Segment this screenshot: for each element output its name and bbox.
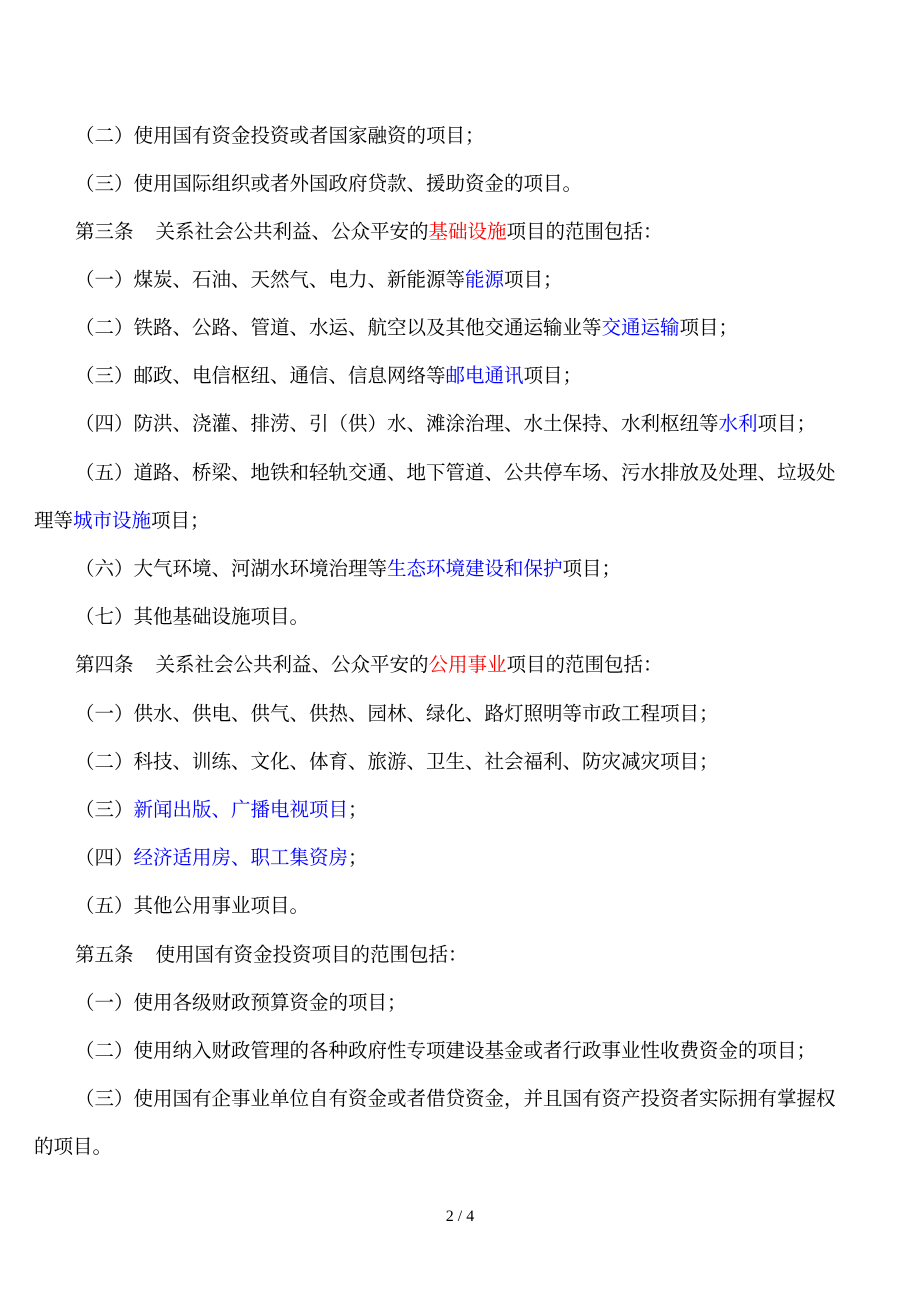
text-run: 项目；	[679, 316, 739, 339]
article-3-item-5-cont	[0, 508, 920, 534]
article-number: 第四条	[75, 653, 134, 676]
article-3-heading	[0, 219, 920, 245]
highlight-blue: 城市设施	[73, 509, 152, 532]
clause-2-item-3	[0, 171, 920, 197]
highlight-blue: 能源	[465, 268, 505, 291]
text-run: （二）使用纳入财政管理的各种政府性专项建设基金或者行政事业性收费资金的项目；	[75, 1039, 817, 1062]
text-run: 关系社会公共利益、公众平安的	[155, 653, 429, 676]
article-5-heading	[0, 942, 920, 968]
page-number: 2 / 4	[445, 1208, 475, 1225]
article-3-item-1	[0, 267, 920, 293]
text-run: （七）其他基础设施项目。	[75, 605, 310, 628]
highlight-blue: 经济适用房、职工集资房	[133, 846, 349, 869]
text-run: 项目；	[504, 268, 563, 291]
text-run: （五）道路、桥梁、地铁和轻轨交通、地下管道、公共停车场、污水排放及处理、垃圾处	[75, 461, 836, 484]
text-run: （三）邮政、电信枢纽、通信、信息网络等	[75, 364, 446, 387]
text-run: 项目；	[151, 509, 210, 532]
text-run: （五）其他公用事业项目。	[75, 894, 310, 917]
clause-2-item-2	[0, 123, 920, 149]
highlight-blue: 交通运输	[601, 316, 680, 339]
text-run: 使用国有资金投资项目的范围包括：	[155, 943, 468, 966]
text-run: （三）使用国际组织或者外国政府贷款、援助资金的项目。	[75, 172, 583, 195]
text-run: （一）供水、供电、供气、供热、园林、绿化、路灯照明等市政工程项目；	[75, 702, 719, 725]
article-3-item-3	[0, 363, 920, 389]
text-run: （二）使用国有资金投资或者国家融资的项目；	[75, 124, 485, 147]
text-run: 的项目。	[34, 1135, 113, 1158]
article-5-item-2	[0, 1038, 920, 1064]
article-3-item-4	[0, 411, 920, 437]
article-5-item-3-cont	[0, 1134, 920, 1160]
text-run: 项目；	[757, 412, 817, 435]
article-3-item-5	[0, 460, 920, 486]
text-run: （一）煤炭、石油、天然气、电力、新能源等	[75, 268, 466, 291]
article-5-item-3	[0, 1086, 920, 1112]
text-run: 理等	[34, 509, 74, 532]
text-run: （四）	[75, 846, 134, 869]
text-run: （六）大气环境、河湖水环境治理等	[75, 557, 388, 580]
article-number: 第三条	[75, 220, 134, 243]
article-3-item-2	[0, 315, 920, 341]
text-run: 关系社会公共利益、公众平安的	[155, 220, 429, 243]
text-run: 项目的范围包括：	[506, 220, 663, 243]
highlight-blue: 邮电通讯	[445, 364, 524, 387]
text-run: （二）科技、训练、文化、体育、旅游、卫生、社会福利、防灾减灾项目；	[75, 750, 719, 773]
text-run: 项目；	[562, 557, 622, 580]
text-run: （一）使用各级财政预算资金的项目；	[75, 991, 407, 1014]
text-run: （三）	[75, 798, 134, 821]
text-run: 项目；	[523, 364, 583, 387]
article-4-item-5	[0, 893, 920, 919]
highlight-blue: 新闻出版、广播电视项目	[133, 798, 349, 821]
article-4-item-1	[0, 701, 920, 727]
article-4-item-3	[0, 797, 920, 823]
highlight-blue: 生态环境建设和保护	[387, 557, 563, 580]
article-4-item-2	[0, 749, 920, 775]
article-3-item-7	[0, 604, 920, 630]
article-5-item-1	[0, 990, 920, 1016]
highlight-red: 基础设施	[428, 220, 507, 243]
article-3-item-6	[0, 556, 920, 582]
article-4-item-4	[0, 845, 920, 871]
text-run: （二）铁路、公路、管道、水运、航空以及其他交通运输业等	[75, 316, 602, 339]
text-run: （三）使用国有企事业单位自有资金或者借贷资金，并且国有资产投资者实际拥有掌握权	[75, 1087, 836, 1110]
highlight-red: 公用事业	[428, 653, 507, 676]
article-4-heading	[0, 652, 920, 678]
text-run: ；	[348, 798, 368, 821]
highlight-blue: 水利	[718, 412, 758, 435]
text-run: ；	[348, 846, 368, 869]
text-run: 项目的范围包括：	[506, 653, 663, 676]
text-run: （四）防洪、浇灌、排涝、引（供）水、滩涂治理、水土保持、水利枢纽等	[75, 412, 719, 435]
article-number: 第五条	[75, 943, 134, 966]
